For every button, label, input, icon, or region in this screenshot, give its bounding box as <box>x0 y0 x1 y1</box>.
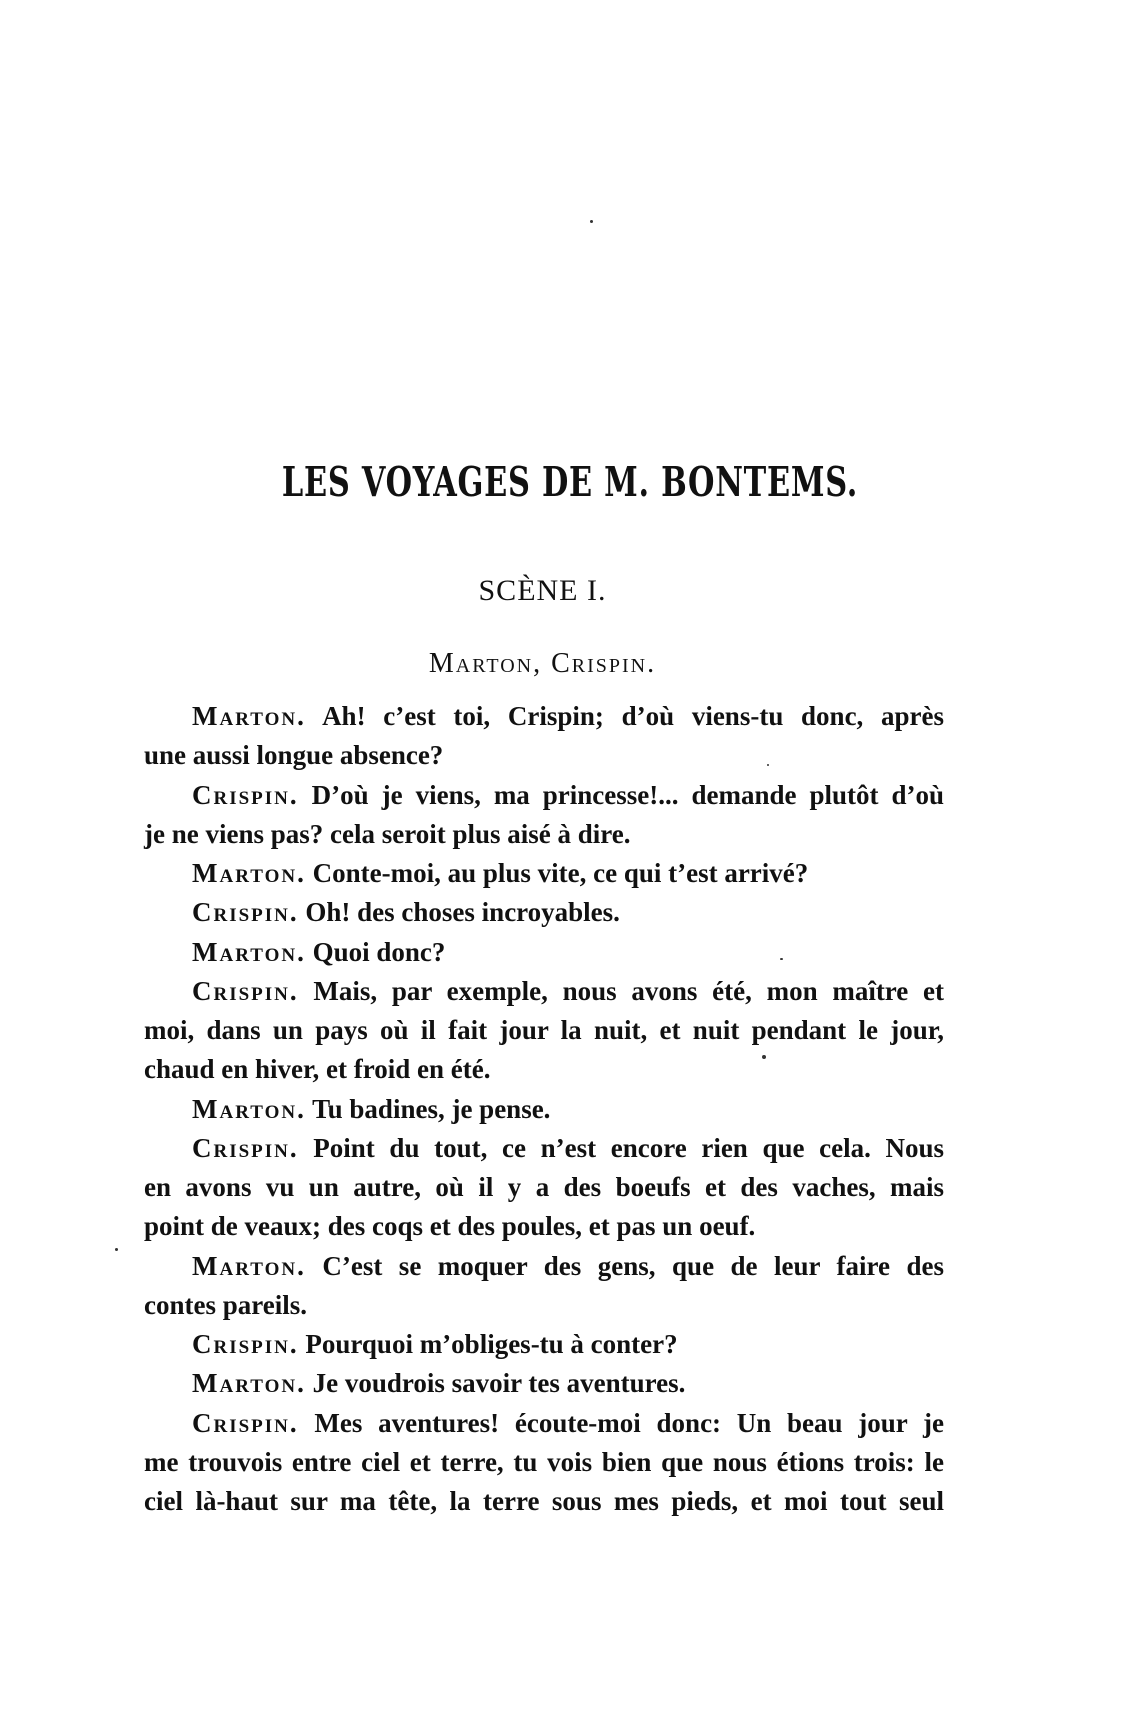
text-line <box>144 1404 944 1443</box>
line-text: une aussi longue absence? <box>144 740 444 771</box>
text-line <box>144 1482 944 1521</box>
speaker-name: Crispin. <box>192 779 299 810</box>
line-text: D’où je viens, ma princesse!... demande plutôt d’où <box>311 779 944 810</box>
text-line <box>144 1325 944 1364</box>
line-text: Mais, par exemple, nous avons été, mon maître et <box>313 975 945 1006</box>
speaker-name: Crispin. <box>192 897 299 928</box>
text-line <box>144 1247 944 1286</box>
line-text: je ne viens pas? cela seroit plus aisé à dire. <box>144 818 631 849</box>
line-text: moi, dans un pays où il fait jour la nuit, et nuit pendant le jour, <box>144 1015 944 1045</box>
line-text: en avons vu un autre, où il y a des boeufs et des vaches, mais <box>144 1172 944 1202</box>
speaker-name: Marton. <box>192 936 306 967</box>
line-text: Tu badines, je pense. <box>312 1093 551 1124</box>
text-line <box>144 1207 944 1246</box>
text-line <box>144 815 944 854</box>
line-text: Je voudrois savoir tes aventures. <box>312 1368 686 1399</box>
line-text: C’est se moquer des gens, que de leur faire des <box>322 1250 944 1281</box>
speaker-name: Crispin. <box>192 1329 299 1359</box>
line-text: Mes aventures! écoute-moi donc: Un beau jour je <box>314 1407 945 1438</box>
speaker-name: Marton. <box>192 858 306 888</box>
line-text: Ah! c’est toi, Crispin; d’où viens-tu donc, après <box>322 701 944 731</box>
print-speck <box>115 1248 118 1251</box>
line-text: chaud en hiver, et froid en été. <box>144 1054 491 1085</box>
text-line <box>144 1364 944 1403</box>
text-line <box>144 1168 944 1207</box>
line-text: contes pareils. <box>144 1289 307 1320</box>
text-line <box>144 1050 944 1089</box>
text-line <box>144 736 944 775</box>
page-title: LES VOYAGES DE M. BONTEMS. <box>281 458 859 506</box>
text-line <box>144 1090 944 1129</box>
scene-heading: SCÈNE I. <box>478 574 607 607</box>
text-line <box>144 893 944 932</box>
characters-list: Marton, Crispin. <box>428 648 657 679</box>
speaker-name: Crispin. <box>192 1407 299 1438</box>
line-text: ciel là-haut sur ma tête, la terre sous mes pieds, et moi tout seul <box>144 1486 944 1516</box>
text-line <box>144 1011 944 1050</box>
text-line <box>144 1443 944 1482</box>
text-line <box>144 776 944 815</box>
text-line <box>144 1129 944 1168</box>
speaker-name: Marton. <box>192 1250 306 1281</box>
line-text: point de veaux; des coqs et des poules, et pas un oeuf. <box>144 1211 756 1242</box>
line-text: me trouvois entre ciel et terre, tu vois bien que nous étions trois: le <box>144 1446 944 1477</box>
line-text: Quoi donc? <box>312 936 446 967</box>
text-line <box>144 854 944 893</box>
text-line <box>144 1286 944 1325</box>
line-text: Oh! des choses incroyables. <box>305 897 620 928</box>
line-text: Conte-moi, au plus vite, ce qui t’est arrivé? <box>312 858 809 888</box>
text-line <box>144 697 944 736</box>
dialogue-text <box>144 697 944 1521</box>
print-speck <box>590 220 593 223</box>
speaker-name: Crispin. <box>192 1132 299 1163</box>
speaker-name: Marton. <box>192 1368 306 1399</box>
line-text: Point du tout, ce n’est encore rien que cela. Nous <box>313 1132 944 1163</box>
speaker-name: Marton. <box>192 701 306 731</box>
text-line <box>144 972 944 1011</box>
speaker-name: Crispin. <box>192 975 299 1006</box>
speaker-name: Marton. <box>192 1093 306 1124</box>
line-text: Pourquoi m’obliges-tu à conter? <box>305 1329 678 1359</box>
text-line <box>144 933 944 972</box>
